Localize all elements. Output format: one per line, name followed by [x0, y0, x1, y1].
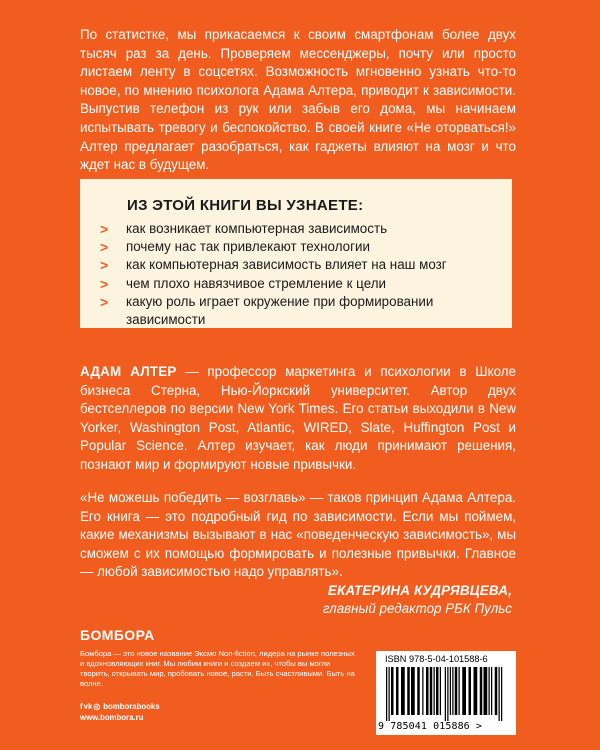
- barcode-bar: [391, 667, 394, 715]
- reviewer-role: главный редактор РБК Пульс: [322, 601, 512, 616]
- barcode-bar: [434, 667, 435, 715]
- chevron-right-icon: >: [100, 221, 109, 237]
- barcode-bar: [469, 667, 472, 715]
- isbn-label: ISBN 978-5-04-101588-6: [385, 654, 488, 664]
- barcode-bar: [480, 667, 483, 715]
- learn-item: > какую роль играет окружение при формировании зависимости: [100, 293, 434, 328]
- barcode-bar: [401, 667, 405, 715]
- barcode-bar: [417, 667, 420, 715]
- barcode-bar: [474, 667, 478, 715]
- barcode-bar: [440, 667, 441, 715]
- learn-list: [100, 220, 500, 329]
- publisher-site[interactable]: www.bombora.ru: [80, 713, 144, 722]
- barcode-bar: [455, 667, 458, 715]
- barcode-bar: [447, 667, 448, 721]
- barcode-bar: [462, 667, 466, 715]
- learn-item: > почему нас так привлекают технологии: [100, 239, 370, 256]
- social-handle: bomborabooks: [103, 702, 160, 711]
- barcode-bar: [430, 667, 433, 715]
- instagram-icon[interactable]: ◎: [93, 702, 101, 711]
- barcode-bar: [484, 667, 488, 715]
- barcode-bar: [499, 667, 500, 721]
- chevron-right-icon: >: [100, 257, 109, 274]
- chevron-right-icon: >: [100, 275, 109, 292]
- learn-title: ИЗ ЭТОЙ КНИГИ ВЫ УЗНАЕТЕ:: [127, 197, 364, 214]
- learn-item: > чем плохо навязчивое стремление к цели: [100, 275, 386, 292]
- chevron-right-icon: >: [100, 239, 109, 256]
- barcode-bar: [426, 667, 429, 715]
- facebook-icon[interactable]: f: [80, 702, 83, 711]
- reviewer-name: ЕКАТЕРИНА КУДРЯВЦЕВА,: [327, 583, 512, 598]
- social-links: [80, 702, 160, 711]
- vk-icon[interactable]: vk: [83, 702, 93, 711]
- chevron-right-icon: >: [100, 293, 109, 310]
- author-bio: [80, 363, 516, 475]
- barcode-bar: [452, 667, 453, 715]
- barcode: [386, 667, 506, 721]
- barcode-box: [376, 651, 516, 735]
- barcode-bar: [489, 667, 490, 715]
- barcode-bar: [501, 667, 502, 721]
- barcode-bar: [459, 667, 460, 715]
- barcode-bar: [436, 667, 439, 715]
- learn-box: [80, 179, 512, 328]
- barcode-bar: [407, 667, 410, 715]
- barcode-bar: [396, 667, 399, 715]
- barcode-bar: [411, 667, 415, 715]
- barcode-bar: [422, 667, 423, 715]
- learn-item: > как компьютерная зависимость влияет на наш мозг: [100, 257, 447, 274]
- author-bio-text: — профессор маркетинга и психологии в Школе бизнеса Стерна, Нью-Йоркский университет. Автор двух бестселлеров по версии New York Times. Его статьи выходили в New Yorker, Washington Post, Atlantic, WIRED, Slate, Huffington Post и Popular Science. Алтер изучает, как люди принимают решения, познают мир и формируют новые привычки.: [80, 364, 516, 472]
- publisher-description: Бомбора — это новое название Эксмо Non-fiction, лидера на рынке полезных и вдохновляющих книг. Мы любим книги и создаем их, чтобы вы могли творить, открывать мир, пробовать новое, расти. Быть счастливыми. Быть на волне.: [80, 649, 355, 688]
- publisher-logo: БОМБОРА: [80, 627, 155, 643]
- barcode-bar: [495, 667, 498, 715]
- learn-item: > как возникает компьютерная зависимость: [100, 221, 388, 237]
- barcode-bar: [389, 667, 390, 721]
- intro-paragraph: По статистке, мы прикасаемся к своим смартфонам более двух тысяч раз за день. Проверяем мессенджеры, почту или просто листаем ленту в соцсетях. Возможность мгновенно узнать что-то новое, по мнению психолога Адама Алтера, приводит к зависимости. Выпустив телефон из рук или забыв его дома, мы начинаем испытывать тревогу и беспокойство. В своей книге «Не оторваться!» Алтер предлагает разобраться, как гаджеты влияют на мозг и что ждет нас в будущем.: [80, 27, 516, 173]
- review-quote: «Не можешь победить — возглавь» — таков принцип Адама Алтера. Его книга — это подробный гид по зависимости. Если мы поймем, какие механизмы вызывают в нас «поведенческую зависимость», мы сможем с их помощью формировать и полезные привычки. Главное — любой зависимостью надо управлять».: [80, 490, 516, 580]
- barcode-bar: [445, 667, 446, 721]
- barcode-bar: [491, 667, 492, 715]
- author-name: АДАМ АЛТЕР: [80, 364, 177, 379]
- barcode-bar: [386, 667, 387, 721]
- barcode-bar: [450, 667, 451, 715]
- ean-digits: 9 785041 015886 >: [378, 721, 483, 732]
